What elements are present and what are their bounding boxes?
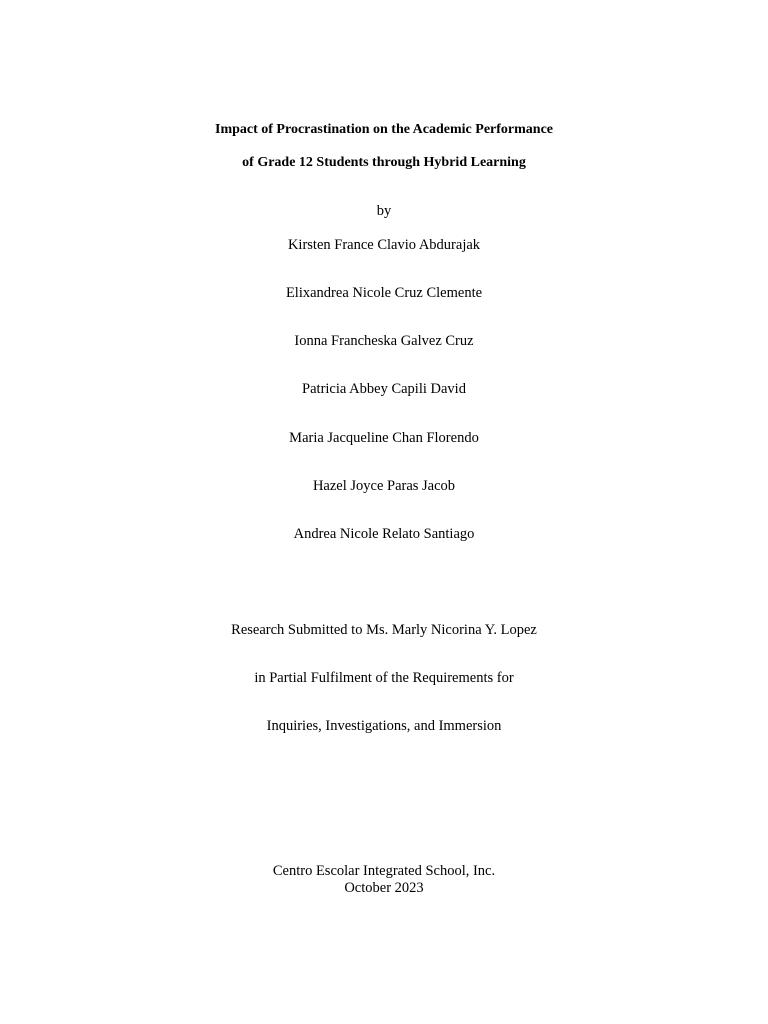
author-name: Kirsten France Clavio Abdurajak [287,237,481,253]
submission-line-3: Inquiries, Investigations, and Immersion [266,718,502,734]
author-name: Maria Jacqueline Chan Florendo [289,430,479,446]
author-name: Andrea Nicole Relato Santiago [293,526,475,542]
by-label: by [376,203,392,219]
submission-line-1: Research Submitted to Ms. Marly Nicorina Y. Lopez [231,622,537,638]
school-name: Centro Escolar Integrated School, Inc. [272,863,496,879]
author-name: Patricia Abbey Capili David [302,381,466,397]
submission-date: October 2023 [344,880,424,896]
author-name: Ionna Francheska Galvez Cruz [294,333,474,349]
submission-line-2: in Partial Fulfilment of the Requirements for [254,670,514,686]
author-name: Elixandrea Nicole Cruz Clemente [285,285,483,301]
author-name: Hazel Joyce Paras Jacob [312,478,456,494]
title-line-1: Impact of Procrastination on the Academic Performance [215,122,553,137]
title-line-2: of Grade 12 Students through Hybrid Learning [242,155,526,170]
